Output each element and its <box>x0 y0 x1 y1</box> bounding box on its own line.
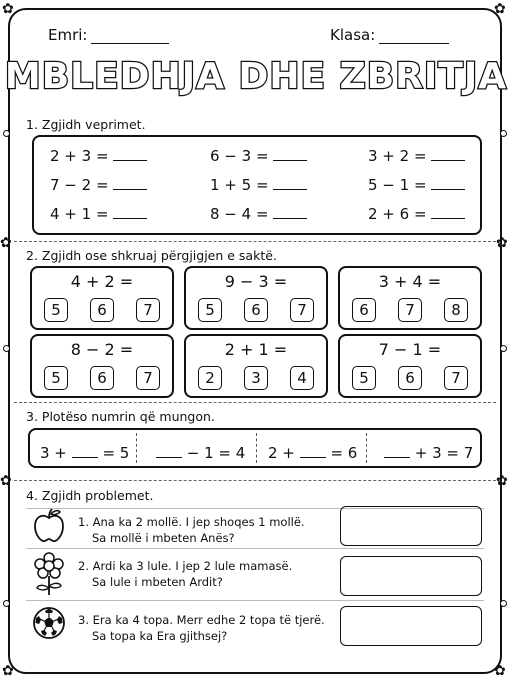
item-right: = 5 <box>102 444 130 462</box>
answer-blank[interactable] <box>273 148 307 161</box>
option-box[interactable]: 3 <box>244 366 268 390</box>
problem-question: Sa lule i mbeten Ardit? <box>92 575 223 589</box>
option-box[interactable]: 5 <box>44 366 68 390</box>
flower-icon <box>32 552 66 596</box>
equation <box>50 176 147 194</box>
equation <box>210 176 307 194</box>
section-divider <box>14 480 496 481</box>
class-field[interactable] <box>330 26 449 44</box>
option-box[interactable]: 8 <box>444 298 468 322</box>
equation <box>368 205 465 223</box>
problem-question: Sa mollë i mbeten Anës? <box>92 531 235 545</box>
option-box[interactable]: 2 <box>198 366 222 390</box>
equation <box>50 147 147 165</box>
word-problem <box>78 612 325 644</box>
section4-heading: 4. Zgjidh problemet. <box>26 488 154 503</box>
flower-decoration-icon: ✿ <box>496 473 508 489</box>
answer-box[interactable] <box>340 556 482 596</box>
answer-blank[interactable] <box>113 148 147 161</box>
card-question: 4 + 2 = <box>70 272 134 291</box>
apple-icon <box>32 508 66 544</box>
answer-blank[interactable] <box>113 177 147 190</box>
item-right: − 1 = 4 <box>186 444 246 462</box>
dot-decoration <box>3 345 10 352</box>
equation <box>210 147 307 165</box>
flower-decoration-icon: ✿ <box>494 663 506 679</box>
soccer-ball-icon <box>32 606 66 640</box>
card-question: 8 − 2 = <box>70 340 134 359</box>
equation <box>368 147 465 165</box>
word-problem <box>78 558 292 590</box>
equation-text: 8 − 4 = <box>210 205 269 223</box>
card-question: 2 + 1 = <box>224 340 288 359</box>
choice-card <box>30 266 174 330</box>
flower-decoration-icon: ✿ <box>0 473 12 489</box>
word-problem <box>78 514 305 546</box>
section2-heading: 2. Zgjidh ose shkruaj përgjigjen e saktë. <box>26 248 277 263</box>
name-label: Emri: <box>48 26 88 44</box>
choice-card <box>184 334 328 398</box>
equation-text: 5 − 1 = <box>368 176 427 194</box>
flower-decoration-icon: ✿ <box>496 235 508 251</box>
equation <box>368 176 465 194</box>
option-box[interactable]: 4 <box>290 366 314 390</box>
item-separator <box>136 433 137 463</box>
flower-decoration-icon: ✿ <box>0 235 12 251</box>
equation-text: 7 − 2 = <box>50 176 109 194</box>
option-box[interactable]: 6 <box>398 366 422 390</box>
missing-number-item <box>40 444 129 462</box>
answer-blank[interactable] <box>113 206 147 219</box>
section-divider <box>14 402 496 403</box>
flower-decoration-icon: ✿ <box>494 1 506 17</box>
flower-decoration-icon: ✿ <box>2 663 14 679</box>
option-box[interactable]: 6 <box>90 298 114 322</box>
name-field[interactable] <box>48 26 169 44</box>
dot-decoration <box>500 130 507 137</box>
problem-question: Sa topa ka Era gjithsej? <box>92 629 228 643</box>
card-question: 7 − 1 = <box>378 340 442 359</box>
item-separator <box>256 433 257 463</box>
section1-box <box>32 135 482 235</box>
dot-decoration <box>3 130 10 137</box>
problem-line: 2. Ardi ka 3 lule. I jep 2 lule mamasë. <box>78 559 293 573</box>
option-box[interactable]: 6 <box>352 298 376 322</box>
option-box[interactable]: 7 <box>398 298 422 322</box>
row-divider <box>26 548 484 549</box>
card-question: 3 + 4 = <box>378 272 442 291</box>
missing-number-item <box>156 444 245 462</box>
option-box[interactable]: 7 <box>290 298 314 322</box>
dot-decoration <box>3 600 10 607</box>
item-separator <box>366 433 367 463</box>
equation <box>50 205 147 223</box>
choice-card <box>30 334 174 398</box>
worksheet-title: MBLEDHJA DHE ZBRITJA <box>4 56 508 97</box>
dot-decoration <box>500 600 507 607</box>
answer-blank[interactable] <box>72 445 98 458</box>
answer-box[interactable] <box>340 606 482 646</box>
card-question: 9 − 3 = <box>224 272 288 291</box>
answer-blank[interactable] <box>384 445 410 458</box>
item-left: 3 + <box>40 444 67 462</box>
answer-blank[interactable] <box>431 177 465 190</box>
equation-text: 2 + 6 = <box>368 205 427 223</box>
answer-blank[interactable] <box>273 206 307 219</box>
equation-text: 1 + 5 = <box>210 176 269 194</box>
problem-line: 3. Era ka 4 topa. Merr edhe 2 topa të tjerë. <box>78 613 325 627</box>
answer-blank[interactable] <box>431 148 465 161</box>
name-line[interactable] <box>91 29 169 44</box>
option-box[interactable]: 5 <box>44 298 68 322</box>
answer-blank[interactable] <box>431 206 465 219</box>
flower-decoration-icon: ✿ <box>2 1 14 17</box>
option-box[interactable]: 6 <box>90 366 114 390</box>
item-left: 2 + <box>268 444 295 462</box>
row-divider <box>26 600 484 601</box>
choice-card <box>338 334 482 398</box>
class-label: Klasa: <box>330 26 376 44</box>
option-box[interactable]: 7 <box>136 298 160 322</box>
item-right: = 6 <box>330 444 358 462</box>
class-line[interactable] <box>379 29 449 44</box>
option-box[interactable]: 5 <box>352 366 376 390</box>
answer-box[interactable] <box>340 506 482 546</box>
answer-blank[interactable] <box>273 177 307 190</box>
answer-blank[interactable] <box>156 445 182 458</box>
answer-blank[interactable] <box>300 445 326 458</box>
problem-line: 1. Ana ka 2 mollë. I jep shoqes 1 mollë. <box>78 515 305 529</box>
equation-text: 2 + 3 = <box>50 147 109 165</box>
equation <box>210 205 307 223</box>
section-divider <box>14 241 496 242</box>
option-box[interactable]: 6 <box>244 298 268 322</box>
equation-text: 6 − 3 = <box>210 147 269 165</box>
dot-decoration <box>500 345 507 352</box>
equation-text: 3 + 2 = <box>368 147 427 165</box>
option-box[interactable]: 5 <box>198 298 222 322</box>
choice-card <box>338 266 482 330</box>
option-box[interactable]: 7 <box>444 366 468 390</box>
option-box[interactable]: 7 <box>136 366 160 390</box>
section1-heading: 1. Zgjidh veprimet. <box>26 117 146 132</box>
choice-card <box>184 266 328 330</box>
item-right: + 3 = 7 <box>414 444 474 462</box>
missing-number-item <box>384 444 473 462</box>
equation-text: 4 + 1 = <box>50 205 109 223</box>
section3-heading: 3. Plotëso numrin që mungon. <box>26 409 215 424</box>
missing-number-item <box>268 444 357 462</box>
